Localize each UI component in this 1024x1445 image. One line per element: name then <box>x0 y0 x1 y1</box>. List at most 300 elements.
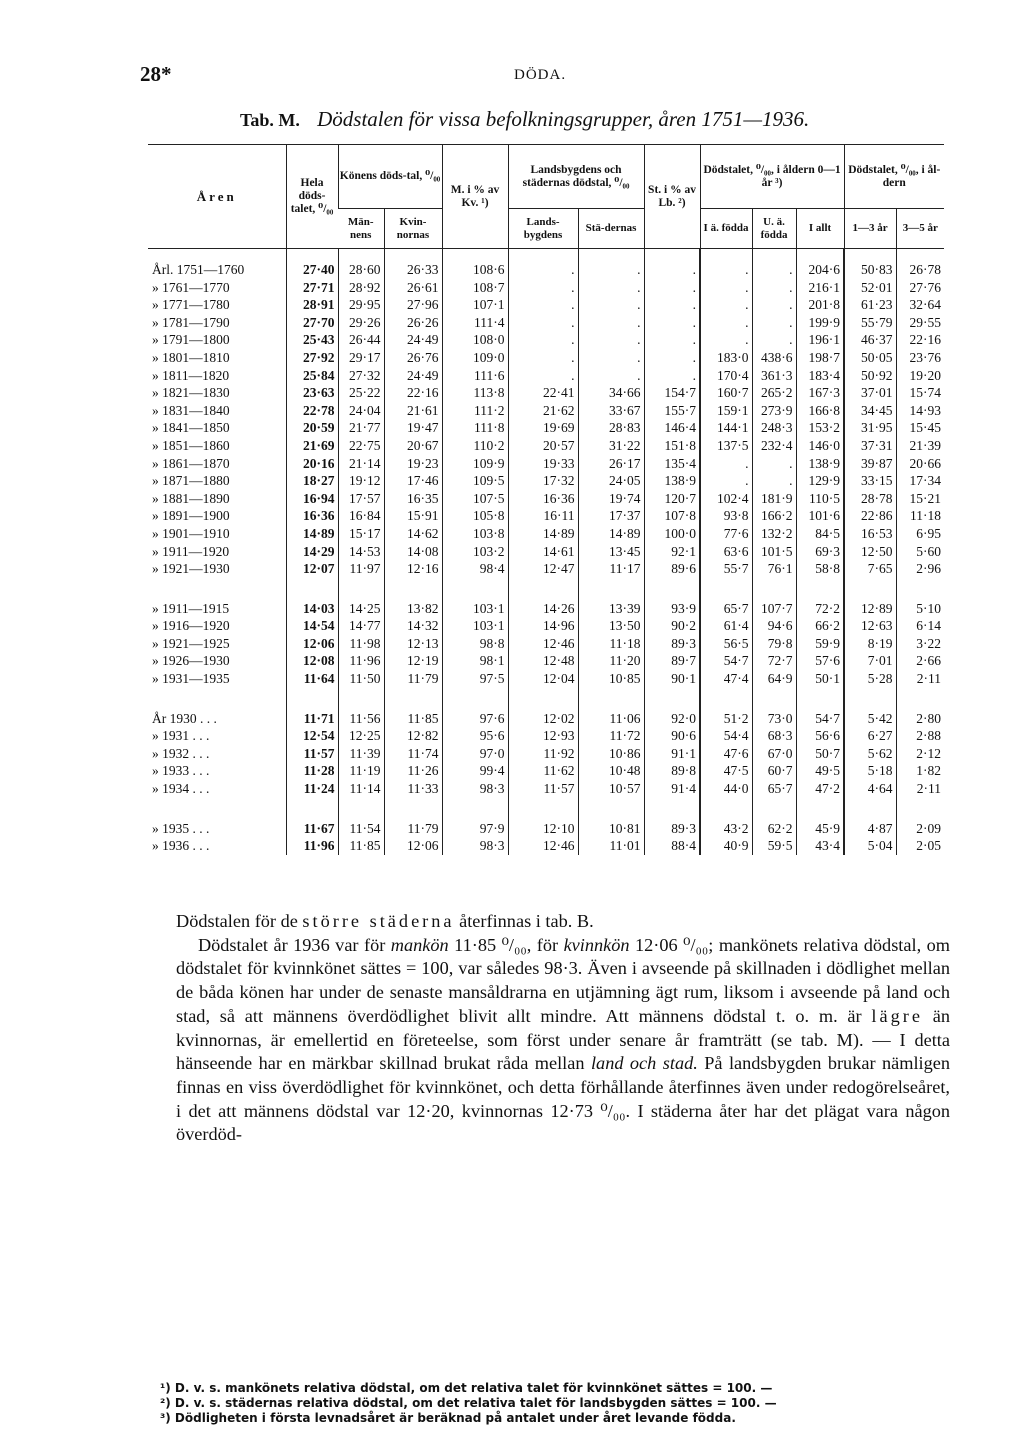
cell-ua: 166·2 <box>752 507 796 525</box>
cell-ia: 93·8 <box>700 507 752 525</box>
cell-sta: 11·72 <box>578 727 644 745</box>
cell-man: 29·17 <box>338 349 384 367</box>
cell-hela: 16·36 <box>286 507 338 525</box>
cell-per: » 1781—1790 <box>152 314 230 330</box>
cell-sta: 33·67 <box>578 402 644 420</box>
cell-sta: 13·50 <box>578 617 644 635</box>
cell-ia: 54·7 <box>700 652 752 670</box>
cell-per: » 1931 . . . <box>152 728 210 744</box>
row-spacer <box>148 688 944 710</box>
cell-hela: 11·64 <box>286 670 338 688</box>
cell-per: » 1831—1840 <box>152 402 230 418</box>
cell-a35: 20·66 <box>896 455 944 473</box>
cell-per: » 1851—1860 <box>152 437 230 453</box>
header-illegit: U. ä. födda <box>752 209 796 249</box>
cell-allt: 167·3 <box>796 384 844 402</box>
cell-kvin: 12·13 <box>384 635 442 653</box>
cell-kvin: 11·79 <box>384 820 442 838</box>
row-spacer <box>148 798 944 820</box>
cell-ua: 232·4 <box>752 437 796 455</box>
cell-ua: 132·2 <box>752 525 796 543</box>
table-label: Tab. M. <box>240 110 300 130</box>
cell-kvin: 24·49 <box>384 331 442 349</box>
table-row <box>148 780 944 798</box>
cell-mpct: 113·8 <box>442 384 508 402</box>
cell-ia: 61·4 <box>700 617 752 635</box>
cell-stpct: 146·4 <box>644 419 700 437</box>
cell-sta: 10·85 <box>578 670 644 688</box>
cell-a13: 6·27 <box>844 727 896 745</box>
cell-ia: 54·4 <box>700 727 752 745</box>
cell-ia: 77·6 <box>700 525 752 543</box>
cell-lands: 19·33 <box>508 455 578 473</box>
cell-mpct: 109·0 <box>442 349 508 367</box>
cell-ia: 102·4 <box>700 490 752 508</box>
cell-allt: 110·5 <box>796 490 844 508</box>
cell-sta: . <box>578 331 644 349</box>
cell-ua: . <box>752 455 796 473</box>
cell-ua: 72·7 <box>752 652 796 670</box>
cell-mpct: 97·5 <box>442 670 508 688</box>
cell-a35: 32·64 <box>896 296 944 314</box>
cell-lands: 14·96 <box>508 617 578 635</box>
cell-lands: . <box>508 279 578 297</box>
cell-hela: 11·67 <box>286 820 338 838</box>
cell-sta: 28·83 <box>578 419 644 437</box>
cell-allt: 66·2 <box>796 617 844 635</box>
cell-hela: 12·06 <box>286 635 338 653</box>
cell-ua: . <box>752 296 796 314</box>
cell-stpct: . <box>644 249 700 279</box>
cell-allt: 72·2 <box>796 600 844 618</box>
table-row <box>148 525 944 543</box>
cell-lands: 14·26 <box>508 600 578 618</box>
cell-ua: 64·9 <box>752 670 796 688</box>
cell-man: 26·44 <box>338 331 384 349</box>
cell-kvin: 14·32 <box>384 617 442 635</box>
header-sex-rate: Könens döds-tal, ⁰/₀₀ <box>338 145 442 209</box>
cell-ua: 101·5 <box>752 543 796 561</box>
cell-hela: 22·78 <box>286 402 338 420</box>
cell-a13: 12·50 <box>844 543 896 561</box>
table-row <box>148 314 944 332</box>
cell-kvin: 21·61 <box>384 402 442 420</box>
cell-a13: 5·04 <box>844 837 896 855</box>
cell-a13: 7·65 <box>844 560 896 578</box>
cell-a35: 5·10 <box>896 600 944 618</box>
table-row <box>148 745 944 763</box>
running-head: DÖDA. <box>514 67 567 83</box>
cell-allt: 216·1 <box>796 279 844 297</box>
cell-stpct: 92·0 <box>644 710 700 728</box>
cell-hela: 12·08 <box>286 652 338 670</box>
cell-sta: 11·06 <box>578 710 644 728</box>
table-row <box>148 419 944 437</box>
cell-per: » 1821—1830 <box>152 385 230 401</box>
cell-ia: 55·7 <box>700 560 752 578</box>
cell-man: 27·32 <box>338 367 384 385</box>
text-run: På landsbygden brukar nämligen finnas en viss överdödlighet för kvinnkönet, och detta förhållande återfinnes även under redogörelseåret, i det att männens dödstal var 12·20, kvinnornas 12·73 ⁰/₀₀. I städerna åter har det plägat vara någon överdöd- <box>176 1053 950 1145</box>
table-row <box>148 279 944 297</box>
text-run: 11·85 ⁰/₀₀, för <box>454 934 559 955</box>
cell-allt: 146·0 <box>796 437 844 455</box>
cell-ua: 361·3 <box>752 367 796 385</box>
text-run-italic: land och stad. <box>590 1053 698 1074</box>
cell-a35: 2·80 <box>896 710 944 728</box>
cell-mpct: 99·4 <box>442 762 508 780</box>
cell-sta: 13·39 <box>578 600 644 618</box>
cell-stpct: 151·8 <box>644 437 700 455</box>
cell-hela: 16·94 <box>286 490 338 508</box>
text-run: återfinnas i tab. B. <box>459 911 594 931</box>
cell-a13: 22·86 <box>844 507 896 525</box>
cell-man: 19·12 <box>338 472 384 490</box>
cell-a35: 11·18 <box>896 507 944 525</box>
cell-ia: 63·6 <box>700 543 752 561</box>
cell-allt: 101·6 <box>796 507 844 525</box>
cell-sta: 31·22 <box>578 437 644 455</box>
cell-sta: 17·37 <box>578 507 644 525</box>
cell-a13: 39·87 <box>844 455 896 473</box>
cell-man: 29·95 <box>338 296 384 314</box>
cell-allt: 198·7 <box>796 349 844 367</box>
cell-ia: 43·2 <box>700 820 752 838</box>
header-men: Män-nens <box>338 209 384 249</box>
cell-mpct: 111·4 <box>442 314 508 332</box>
cell-lands: 12·47 <box>508 560 578 578</box>
table-row <box>148 402 944 420</box>
header-legit: I ä. födda <box>700 209 752 249</box>
cell-ua: . <box>752 279 796 297</box>
cell-per: Årl. 1751—1760 <box>152 262 245 277</box>
cell-allt: 56·6 <box>796 727 844 745</box>
cell-mpct: 98·1 <box>442 652 508 670</box>
cell-lands: . <box>508 296 578 314</box>
header-total-rate: Hela döds-talet, ⁰/₀₀ <box>286 145 338 249</box>
cell-mpct: 98·3 <box>442 837 508 855</box>
table-row <box>148 367 944 385</box>
cell-mpct: 98·3 <box>442 780 508 798</box>
cell-sta: . <box>578 249 644 279</box>
table-row <box>148 331 944 349</box>
cell-per: » 1936 . . . <box>152 838 210 854</box>
cell-stpct: 90·2 <box>644 617 700 635</box>
cell-mpct: 107·1 <box>442 296 508 314</box>
cell-sta: 19·74 <box>578 490 644 508</box>
cell-lands: 11·62 <box>508 762 578 780</box>
cell-a35: 15·74 <box>896 384 944 402</box>
cell-kvin: 19·23 <box>384 455 442 473</box>
cell-kvin: 24·49 <box>384 367 442 385</box>
cell-ua: 67·0 <box>752 745 796 763</box>
cell-sta: . <box>578 349 644 367</box>
cell-hela: 14·89 <box>286 525 338 543</box>
cell-hela: 20·59 <box>286 419 338 437</box>
cell-hela: 25·43 <box>286 331 338 349</box>
cell-lands: 14·61 <box>508 543 578 561</box>
cell-ua: . <box>752 314 796 332</box>
cell-a35: 21·39 <box>896 437 944 455</box>
cell-allt: 204·6 <box>796 249 844 279</box>
cell-stpct: 89·3 <box>644 635 700 653</box>
cell-kvin: 20·67 <box>384 437 442 455</box>
cell-a13: 5·28 <box>844 670 896 688</box>
cell-hela: 21·69 <box>286 437 338 455</box>
body-text <box>176 910 950 1147</box>
paragraph <box>176 910 950 934</box>
cell-ia: 56·5 <box>700 635 752 653</box>
cell-allt: 201·8 <box>796 296 844 314</box>
cell-hela: 28·91 <box>286 296 338 314</box>
cell-per: » 1932 . . . <box>152 745 210 761</box>
cell-mpct: 97·6 <box>442 710 508 728</box>
cell-lands: 16·11 <box>508 507 578 525</box>
cell-kvin: 11·26 <box>384 762 442 780</box>
cell-stpct: . <box>644 349 700 367</box>
cell-a13: 4·64 <box>844 780 896 798</box>
cell-allt: 84·5 <box>796 525 844 543</box>
cell-lands: 17·32 <box>508 472 578 490</box>
cell-sta: 11·18 <box>578 635 644 653</box>
cell-stpct: . <box>644 331 700 349</box>
cell-mpct: 109·9 <box>442 455 508 473</box>
cell-ua: . <box>752 472 796 490</box>
cell-stpct: . <box>644 367 700 385</box>
cell-ia: . <box>700 296 752 314</box>
cell-a35: 2·66 <box>896 652 944 670</box>
cell-allt: 69·3 <box>796 543 844 561</box>
cell-lands: 11·57 <box>508 780 578 798</box>
cell-ia: 47·5 <box>700 762 752 780</box>
cell-stpct: 100·0 <box>644 525 700 543</box>
cell-mpct: 111·8 <box>442 419 508 437</box>
header-child-rate: Dödstalet, ⁰/₀₀, i ål-dern <box>844 145 944 209</box>
cell-a13: 4·87 <box>844 820 896 838</box>
cell-lands: 12·02 <box>508 710 578 728</box>
cell-stpct: . <box>644 279 700 297</box>
cell-lands: . <box>508 249 578 279</box>
cell-mpct: 95·6 <box>442 727 508 745</box>
cell-ua: 181·9 <box>752 490 796 508</box>
header-infant-rate: Dödstalet, ⁰/₀₀, i åldern 0—1 år ³) <box>700 145 844 209</box>
cell-mpct: 108·6 <box>442 249 508 279</box>
cell-sta: 10·81 <box>578 820 644 838</box>
cell-per: » 1891—1900 <box>152 508 230 524</box>
cell-a35: 2·11 <box>896 670 944 688</box>
cell-mpct: 107·5 <box>442 490 508 508</box>
cell-allt: 47·2 <box>796 780 844 798</box>
cell-ua: 62·2 <box>752 820 796 838</box>
table-row <box>148 384 944 402</box>
cell-per: » 1934 . . . <box>152 781 210 797</box>
cell-sta: 11·01 <box>578 837 644 855</box>
cell-a35: 2·09 <box>896 820 944 838</box>
cell-sta: 11·17 <box>578 560 644 578</box>
cell-ia: . <box>700 455 752 473</box>
cell-ia: 47·4 <box>700 670 752 688</box>
cell-a13: 31·95 <box>844 419 896 437</box>
cell-man: 11·54 <box>338 820 384 838</box>
cell-lands: 12·46 <box>508 635 578 653</box>
cell-kvin: 27·96 <box>384 296 442 314</box>
cell-ia: 65·7 <box>700 600 752 618</box>
cell-man: 16·84 <box>338 507 384 525</box>
cell-per: » 1801—1810 <box>152 349 230 365</box>
cell-ia: 40·9 <box>700 837 752 855</box>
cell-a35: 17·34 <box>896 472 944 490</box>
cell-ua: 73·0 <box>752 710 796 728</box>
cell-per: » 1921—1930 <box>152 561 230 577</box>
cell-ia: . <box>700 472 752 490</box>
cell-man: 11·85 <box>338 837 384 855</box>
cell-kvin: 26·33 <box>384 249 442 279</box>
cell-a13: 34·45 <box>844 402 896 420</box>
cell-stpct: 92·1 <box>644 543 700 561</box>
cell-a13: 50·92 <box>844 367 896 385</box>
cell-kvin: 14·08 <box>384 543 442 561</box>
cell-lands: 12·10 <box>508 820 578 838</box>
header-urban-pct: St. i % av Lb. ²) <box>644 145 700 249</box>
table-title <box>240 107 809 132</box>
cell-kvin: 11·79 <box>384 670 442 688</box>
cell-a13: 5·42 <box>844 710 896 728</box>
cell-a13: 37·01 <box>844 384 896 402</box>
cell-a35: 26·78 <box>896 249 944 279</box>
cell-per: » 1911—1920 <box>152 543 230 559</box>
cell-hela: 12·54 <box>286 727 338 745</box>
cell-stpct: 155·7 <box>644 402 700 420</box>
cell-man: 21·14 <box>338 455 384 473</box>
cell-a35: 2·05 <box>896 837 944 855</box>
cell-ia: . <box>700 279 752 297</box>
cell-hela: 14·03 <box>286 600 338 618</box>
table-row <box>148 617 944 635</box>
cell-sta: 10·57 <box>578 780 644 798</box>
cell-stpct: 91·4 <box>644 780 700 798</box>
cell-kvin: 15·91 <box>384 507 442 525</box>
cell-man: 28·60 <box>338 249 384 279</box>
cell-per: » 1916—1920 <box>152 618 230 634</box>
cell-a13: 55·79 <box>844 314 896 332</box>
cell-per: » 1926—1930 <box>152 653 230 669</box>
page-number: 28* <box>140 62 172 86</box>
text-run-spaced: större städerna <box>302 911 455 931</box>
cell-a13: 61·23 <box>844 296 896 314</box>
cell-man: 11·19 <box>338 762 384 780</box>
table-row <box>148 296 944 314</box>
cell-lands: . <box>508 314 578 332</box>
table-row <box>148 652 944 670</box>
cell-man: 15·17 <box>338 525 384 543</box>
cell-mpct: 103·8 <box>442 525 508 543</box>
cell-per: » 1811—1820 <box>152 367 230 383</box>
cell-stpct: 138·9 <box>644 472 700 490</box>
cell-kvin: 14·62 <box>384 525 442 543</box>
cell-ua: 76·1 <box>752 560 796 578</box>
cell-kvin: 26·76 <box>384 349 442 367</box>
header-all: I allt <box>796 209 844 249</box>
footnote: ¹) D. v. s. mankönets relativa dödstal, om det relativa talet för kvinnkönet sättes = 100. — <box>160 1381 773 1395</box>
cell-hela: 11·71 <box>286 710 338 728</box>
cell-stpct: . <box>644 296 700 314</box>
cell-man: 24·04 <box>338 402 384 420</box>
table-row <box>148 727 944 745</box>
cell-kvin: 13·82 <box>384 600 442 618</box>
cell-man: 12·25 <box>338 727 384 745</box>
row-spacer <box>148 578 944 600</box>
text-run: 12·06 ⁰/₀₀; mankönets relativa dödstal, om dödstalet för kvinnkönet sättes = 100, var således 98·3. Även i avseende på skillnaden i dödlighet mellan de båda könen har under de senaste mansåldrarna en utjämning ägt rum, liksom i avseende på land och stad, så att männens överdödlighet blivit allt mindre. Att männens dödstal t. o. m. är <box>176 934 950 1026</box>
cell-ua: 438·6 <box>752 349 796 367</box>
cell-kvin: 22·16 <box>384 384 442 402</box>
cell-mpct: 110·2 <box>442 437 508 455</box>
cell-hela: 12·07 <box>286 560 338 578</box>
cell-stpct: 135·4 <box>644 455 700 473</box>
cell-man: 17·57 <box>338 490 384 508</box>
cell-kvin: 11·85 <box>384 710 442 728</box>
cell-per: » 1931—1935 <box>152 671 230 687</box>
table-row <box>148 249 944 279</box>
cell-ua: 79·8 <box>752 635 796 653</box>
cell-stpct: 120·7 <box>644 490 700 508</box>
cell-allt: 199·9 <box>796 314 844 332</box>
table-row <box>148 600 944 618</box>
cell-hela: 27·40 <box>286 249 338 279</box>
cell-a13: 33·15 <box>844 472 896 490</box>
cell-kvin: 16·35 <box>384 490 442 508</box>
cell-hela: 18·27 <box>286 472 338 490</box>
text-run: än kvinnornas, är emellertid en företeelse, som först under senare år framträtt (se tab. M). — I detta hänseende har en märkbar skillnad brukat råda mellan <box>176 1005 951 1074</box>
cell-sta: . <box>578 314 644 332</box>
cell-man: 29·26 <box>338 314 384 332</box>
cell-ia: . <box>700 331 752 349</box>
cell-ua: 68·3 <box>752 727 796 745</box>
cell-ia: 170·4 <box>700 367 752 385</box>
cell-mpct: 98·8 <box>442 635 508 653</box>
table-body <box>148 249 944 855</box>
cell-ua: . <box>752 331 796 349</box>
cell-kvin: 12·82 <box>384 727 442 745</box>
cell-lands: 11·92 <box>508 745 578 763</box>
cell-kvin: 26·61 <box>384 279 442 297</box>
cell-a35: 27·76 <box>896 279 944 297</box>
cell-kvin: 17·46 <box>384 472 442 490</box>
table-row <box>148 820 944 838</box>
cell-sta: 11·20 <box>578 652 644 670</box>
cell-a13: 46·37 <box>844 331 896 349</box>
cell-stpct: 93·9 <box>644 600 700 618</box>
cell-allt: 153·2 <box>796 419 844 437</box>
cell-a13: 37·31 <box>844 437 896 455</box>
cell-kvin: 12·16 <box>384 560 442 578</box>
table-row <box>148 710 944 728</box>
cell-man: 11·56 <box>338 710 384 728</box>
text-run: Dödstalet år 1936 var för <box>197 934 386 955</box>
cell-a13: 5·18 <box>844 762 896 780</box>
cell-ia: 160·7 <box>700 384 752 402</box>
cell-ua: 265·2 <box>752 384 796 402</box>
cell-sta: . <box>578 279 644 297</box>
cell-ia: 47·6 <box>700 745 752 763</box>
cell-lands: 12·93 <box>508 727 578 745</box>
cell-hela: 11·28 <box>286 762 338 780</box>
cell-a13: 8·19 <box>844 635 896 653</box>
cell-a35: 2·96 <box>896 560 944 578</box>
cell-man: 14·53 <box>338 543 384 561</box>
cell-a13: 5·62 <box>844 745 896 763</box>
cell-ua: 248·3 <box>752 419 796 437</box>
cell-ua: 59·5 <box>752 837 796 855</box>
cell-hela: 14·54 <box>286 617 338 635</box>
